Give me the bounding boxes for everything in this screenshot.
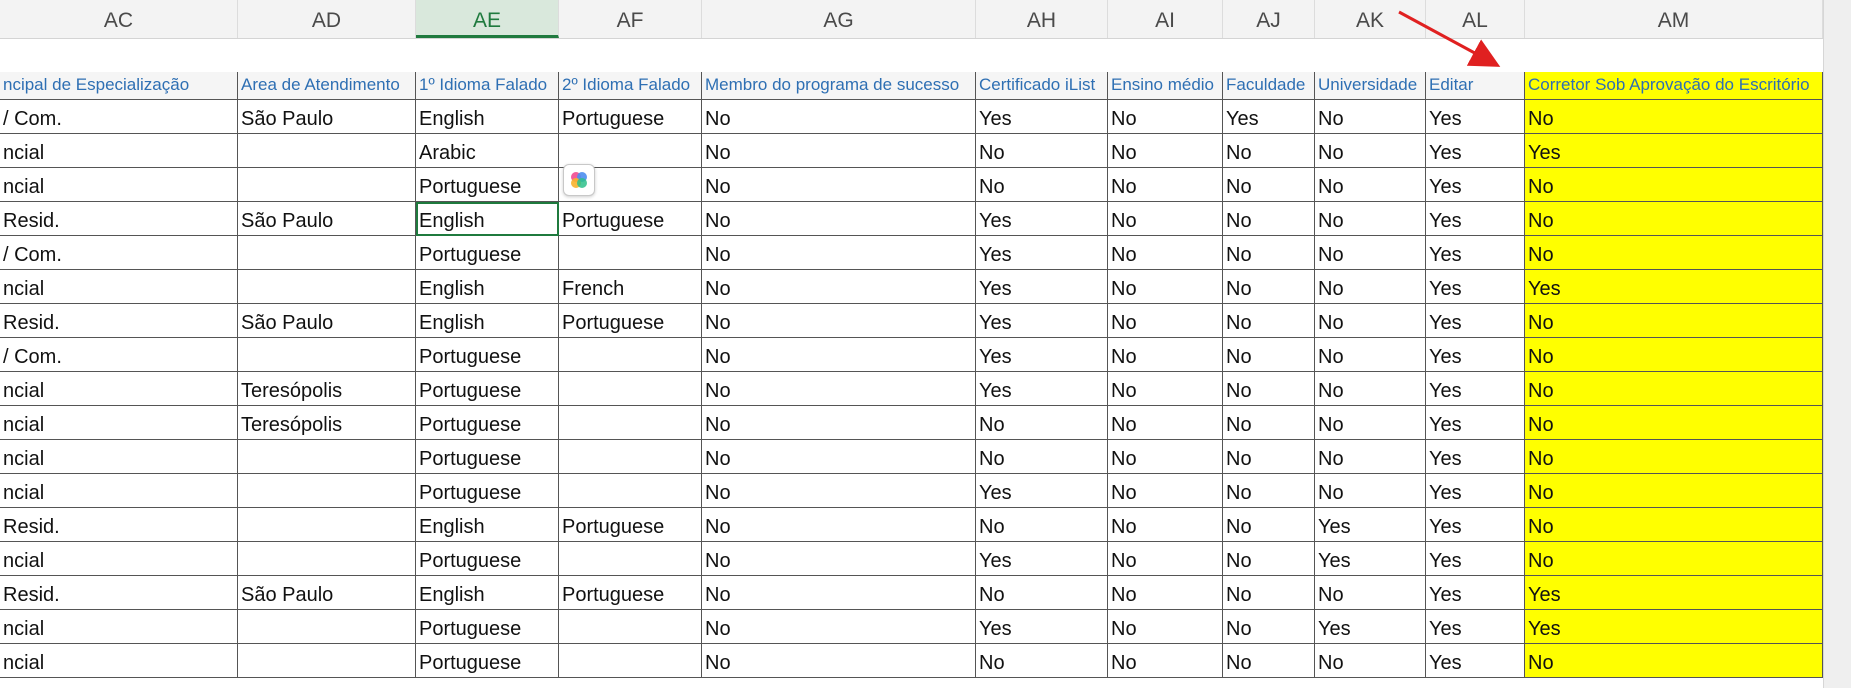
header-row xyxy=(0,72,1823,100)
table-cell[interactable]: Yes xyxy=(1426,168,1525,202)
table-cell[interactable]: No xyxy=(1223,440,1315,474)
table-cell[interactable]: No xyxy=(1223,304,1315,338)
table-cell[interactable]: Resid. xyxy=(0,202,238,236)
table-cell[interactable]: Yes xyxy=(1426,304,1525,338)
table-cell[interactable]: ncial xyxy=(0,270,238,304)
table-cell[interactable] xyxy=(238,236,416,270)
table-row xyxy=(0,372,1823,406)
table-row xyxy=(0,508,1823,542)
table-cell[interactable]: No xyxy=(1315,440,1426,474)
table-cell[interactable]: Portuguese xyxy=(559,508,702,542)
header-cell[interactable]: Faculdade xyxy=(1223,72,1315,100)
table-cell[interactable]: No xyxy=(1223,134,1315,168)
table-cell[interactable] xyxy=(559,440,702,474)
header-cell[interactable]: Certificado iList xyxy=(976,72,1108,100)
table-cell[interactable]: Portuguese xyxy=(416,406,559,440)
table-cell[interactable]: No xyxy=(1223,542,1315,576)
table-cell[interactable]: Yes xyxy=(1426,644,1525,678)
table-cell[interactable]: No xyxy=(1315,576,1426,610)
table-cell[interactable] xyxy=(559,236,702,270)
table-cell[interactable]: Yes xyxy=(976,610,1108,644)
table-row xyxy=(0,576,1823,610)
table-cell[interactable]: / Com. xyxy=(0,236,238,270)
table-cell[interactable]: No xyxy=(702,100,976,134)
table-cell[interactable] xyxy=(238,168,416,202)
table-cell[interactable]: No xyxy=(1223,168,1315,202)
table-cell[interactable] xyxy=(559,338,702,372)
table-cell[interactable]: No xyxy=(1315,100,1426,134)
table-cell[interactable]: No xyxy=(976,508,1108,542)
table-cell[interactable] xyxy=(238,134,416,168)
table-cell[interactable]: Yes xyxy=(976,304,1108,338)
column-header-aj[interactable]: AJ xyxy=(1223,0,1315,38)
table-cell[interactable] xyxy=(238,610,416,644)
table-cell[interactable] xyxy=(559,610,702,644)
table-cell[interactable]: No xyxy=(1525,338,1823,372)
table-cell[interactable]: Yes xyxy=(1525,576,1823,610)
table-cell[interactable]: No xyxy=(702,372,976,406)
table-cell[interactable] xyxy=(559,644,702,678)
table-cell[interactable]: Yes xyxy=(1315,610,1426,644)
table-cell[interactable]: No xyxy=(1223,202,1315,236)
table-row xyxy=(0,406,1823,440)
table-cell[interactable]: No xyxy=(1108,542,1223,576)
table-cell[interactable]: No xyxy=(1315,168,1426,202)
table-cell[interactable]: Portuguese xyxy=(559,576,702,610)
table-cell[interactable]: ncial xyxy=(0,168,238,202)
table-cell[interactable]: ncial xyxy=(0,644,238,678)
table-cell[interactable]: Yes xyxy=(1426,270,1525,304)
table-row xyxy=(0,270,1823,304)
table-cell[interactable]: Arabic xyxy=(416,134,559,168)
table-cell[interactable]: Yes xyxy=(976,270,1108,304)
header-cell[interactable]: Corretor Sob Aprovação do Escritório xyxy=(1525,72,1823,100)
table-cell[interactable]: ncial xyxy=(0,134,238,168)
table-row xyxy=(0,100,1823,134)
table-cell[interactable]: No xyxy=(702,236,976,270)
table-cell[interactable]: São Paulo xyxy=(238,202,416,236)
table-cell[interactable]: No xyxy=(702,576,976,610)
table-cell[interactable]: No xyxy=(1525,440,1823,474)
table-cell[interactable]: Yes xyxy=(1525,270,1823,304)
table-cell[interactable]: No xyxy=(1315,406,1426,440)
table-row xyxy=(0,236,1823,270)
table-cell[interactable]: São Paulo xyxy=(238,576,416,610)
table-cell[interactable]: English xyxy=(416,100,559,134)
table-cell[interactable]: No xyxy=(1525,508,1823,542)
table-cell[interactable]: No xyxy=(1315,202,1426,236)
table-cell[interactable]: No xyxy=(1525,406,1823,440)
table-row xyxy=(0,202,1823,236)
table-cell[interactable]: No xyxy=(702,542,976,576)
column-header-ac[interactable]: AC xyxy=(0,0,238,38)
table-cell[interactable]: No xyxy=(1108,202,1223,236)
table-row xyxy=(0,644,1823,678)
table-cell[interactable]: No xyxy=(976,440,1108,474)
header-cell[interactable]: Editar xyxy=(1426,72,1525,100)
table-cell[interactable]: No xyxy=(1108,338,1223,372)
copilot-icon[interactable] xyxy=(563,164,595,196)
vertical-scroll-area[interactable] xyxy=(1823,0,1851,688)
table-cell[interactable]: No xyxy=(1525,304,1823,338)
table-cell[interactable]: No xyxy=(976,134,1108,168)
annotation-arrow-icon xyxy=(1395,8,1505,70)
table-cell[interactable]: English xyxy=(416,508,559,542)
header-cell[interactable]: Universidade xyxy=(1315,72,1426,100)
table-cell[interactable]: Yes xyxy=(976,100,1108,134)
table-cell[interactable]: No xyxy=(1223,372,1315,406)
table-cell[interactable]: Yes xyxy=(1426,440,1525,474)
table-cell[interactable]: Yes xyxy=(1426,100,1525,134)
table-cell[interactable]: No xyxy=(1525,542,1823,576)
table-cell[interactable] xyxy=(238,644,416,678)
table-cell[interactable]: No xyxy=(1108,440,1223,474)
table-cell[interactable]: No xyxy=(1315,372,1426,406)
table-cell[interactable]: Yes xyxy=(1426,576,1525,610)
table-cell[interactable]: No xyxy=(1108,508,1223,542)
table-cell[interactable]: No xyxy=(1108,270,1223,304)
table-cell[interactable]: Yes xyxy=(976,542,1108,576)
table-cell[interactable]: Teresópolis xyxy=(238,372,416,406)
table-cell[interactable]: Yes xyxy=(1426,542,1525,576)
header-cell[interactable]: Ensino médio xyxy=(1108,72,1223,100)
table-cell[interactable]: Portuguese xyxy=(416,644,559,678)
table-cell[interactable]: No xyxy=(976,576,1108,610)
table-cell[interactable]: No xyxy=(1525,372,1823,406)
table-cell[interactable]: No xyxy=(1223,338,1315,372)
table-cell[interactable]: / Com. xyxy=(0,100,238,134)
table-cell[interactable]: No xyxy=(1315,236,1426,270)
table-cell[interactable]: No xyxy=(1108,236,1223,270)
column-header-ak[interactable]: AK xyxy=(1315,0,1426,38)
table-cell[interactable]: No xyxy=(1315,270,1426,304)
table-cell[interactable] xyxy=(559,406,702,440)
table-cell[interactable]: No xyxy=(1108,576,1223,610)
table-cell[interactable]: No xyxy=(1525,474,1823,508)
table-cell[interactable]: No xyxy=(702,474,976,508)
header-cell[interactable]: Membro do programa de sucesso xyxy=(702,72,976,100)
table-cell[interactable]: No xyxy=(702,134,976,168)
table-cell[interactable]: Yes xyxy=(1223,100,1315,134)
header-cell[interactable]: 2º Idioma Falado xyxy=(559,72,702,100)
table-cell[interactable]: No xyxy=(1315,134,1426,168)
table-cell[interactable]: Resid. xyxy=(0,508,238,542)
column-header-bar xyxy=(0,0,1851,39)
table-cell[interactable]: Portuguese xyxy=(416,440,559,474)
table-cell[interactable]: No xyxy=(1108,406,1223,440)
table-cell[interactable]: Yes xyxy=(976,338,1108,372)
table-cell[interactable]: No xyxy=(1223,474,1315,508)
table-cell[interactable]: No xyxy=(1525,202,1823,236)
table-cell[interactable]: No xyxy=(976,406,1108,440)
table-cell[interactable]: French xyxy=(559,270,702,304)
table-cell[interactable]: No xyxy=(702,644,976,678)
table-cell[interactable]: No xyxy=(1223,610,1315,644)
table-cell[interactable]: ncial xyxy=(0,474,238,508)
table-cell[interactable]: Yes xyxy=(1426,236,1525,270)
table-cell[interactable]: Yes xyxy=(976,202,1108,236)
table-cell[interactable] xyxy=(238,474,416,508)
table-cell[interactable]: No xyxy=(976,644,1108,678)
table-cell[interactable] xyxy=(559,474,702,508)
table-cell[interactable]: No xyxy=(1315,474,1426,508)
header-cell[interactable]: Area de Atendimento xyxy=(238,72,416,100)
table-cell[interactable]: English xyxy=(416,304,559,338)
table-cell[interactable]: No xyxy=(976,168,1108,202)
table-cell[interactable]: Yes xyxy=(1525,134,1823,168)
table-cell[interactable]: Yes xyxy=(976,474,1108,508)
table-cell[interactable]: Portuguese xyxy=(559,202,702,236)
column-header-ah[interactable]: AH xyxy=(976,0,1108,38)
table-cell[interactable]: No xyxy=(702,304,976,338)
table-cell[interactable]: No xyxy=(702,338,976,372)
table-row xyxy=(0,168,1823,202)
table-cell[interactable]: São Paulo xyxy=(238,100,416,134)
table-cell[interactable]: Yes xyxy=(1315,542,1426,576)
table-row xyxy=(0,304,1823,338)
table-cell[interactable]: No xyxy=(1315,304,1426,338)
table-cell[interactable]: No xyxy=(1223,576,1315,610)
table-row xyxy=(0,474,1823,508)
table-cell[interactable]: No xyxy=(1108,134,1223,168)
table-cell[interactable]: No xyxy=(1223,406,1315,440)
table-cell[interactable] xyxy=(559,542,702,576)
table-cell[interactable]: Teresópolis xyxy=(238,406,416,440)
table-cell[interactable] xyxy=(238,508,416,542)
table-row xyxy=(0,542,1823,576)
header-cell[interactable]: 1º Idioma Falado xyxy=(416,72,559,100)
spreadsheet-grid xyxy=(0,38,1823,688)
column-header-am[interactable]: AM xyxy=(1525,0,1823,38)
table-cell[interactable]: ncial xyxy=(0,610,238,644)
table-cell[interactable]: Yes xyxy=(1426,508,1525,542)
table-cell[interactable]: Yes xyxy=(976,372,1108,406)
table-cell[interactable]: Portuguese xyxy=(416,610,559,644)
table-cell[interactable]: Yes xyxy=(1315,508,1426,542)
table-cell[interactable] xyxy=(559,134,702,168)
table-cell[interactable]: / Com. xyxy=(0,338,238,372)
table-cell[interactable]: No xyxy=(1223,236,1315,270)
table-cell[interactable]: São Paulo xyxy=(238,304,416,338)
table-cell[interactable]: ncial xyxy=(0,406,238,440)
table-cell[interactable]: No xyxy=(702,440,976,474)
table-cell[interactable]: Portuguese xyxy=(416,338,559,372)
table-cell[interactable]: No xyxy=(1108,304,1223,338)
table-cell[interactable]: ncial xyxy=(0,440,238,474)
table-cell[interactable]: No xyxy=(1223,644,1315,678)
table-cell[interactable]: Portuguese xyxy=(559,304,702,338)
table-cell[interactable]: No xyxy=(1525,644,1823,678)
table-cell[interactable]: No xyxy=(702,508,976,542)
table-cell[interactable]: Portuguese xyxy=(416,542,559,576)
table-cell[interactable]: No xyxy=(1223,270,1315,304)
column-header-ag[interactable]: AG xyxy=(702,0,976,38)
table-cell[interactable]: No xyxy=(702,202,976,236)
table-cell[interactable]: Portuguese xyxy=(416,168,559,202)
table-row xyxy=(0,610,1823,644)
table-cell[interactable]: Yes xyxy=(976,236,1108,270)
table-cell[interactable]: English xyxy=(416,270,559,304)
table-cell[interactable]: Yes xyxy=(1426,202,1525,236)
table-cell[interactable]: Yes xyxy=(1426,134,1525,168)
column-header-ai[interactable]: AI xyxy=(1108,0,1223,38)
table-cell[interactable]: No xyxy=(702,168,976,202)
table-cell[interactable]: No xyxy=(1108,372,1223,406)
table-cell[interactable]: Yes xyxy=(1426,406,1525,440)
table-cell[interactable] xyxy=(238,338,416,372)
table-cell[interactable]: Yes xyxy=(1525,610,1823,644)
table-cell[interactable] xyxy=(238,270,416,304)
column-header-af[interactable]: AF xyxy=(559,0,702,38)
table-cell[interactable]: Portuguese xyxy=(416,474,559,508)
table-cell[interactable]: No xyxy=(1108,168,1223,202)
table-cell[interactable] xyxy=(238,542,416,576)
table-cell[interactable]: No xyxy=(1223,508,1315,542)
table-cell[interactable]: No xyxy=(1525,168,1823,202)
table-cell[interactable]: No xyxy=(1315,338,1426,372)
table-cell[interactable] xyxy=(559,372,702,406)
table-cell[interactable]: No xyxy=(702,406,976,440)
table-cell[interactable]: No xyxy=(1525,236,1823,270)
column-header-al[interactable]: AL xyxy=(1426,0,1525,38)
table-cell[interactable]: Yes xyxy=(1426,338,1525,372)
header-cell[interactable]: ncipal de Especialização xyxy=(0,72,238,100)
table-cell[interactable]: English xyxy=(416,576,559,610)
table-cell[interactable]: Portuguese xyxy=(559,100,702,134)
column-header-ad[interactable]: AD xyxy=(238,0,416,38)
table-cell[interactable]: ncial xyxy=(0,372,238,406)
table-cell[interactable]: Portuguese xyxy=(416,236,559,270)
table-cell[interactable]: No xyxy=(1315,644,1426,678)
table-cell[interactable] xyxy=(238,440,416,474)
table-cell[interactable]: Resid. xyxy=(0,576,238,610)
table-cell[interactable]: No xyxy=(702,610,976,644)
blank-row xyxy=(0,38,1823,73)
table-cell[interactable]: No xyxy=(1108,644,1223,678)
table-cell[interactable]: English xyxy=(416,202,559,236)
table-row xyxy=(0,134,1823,168)
table-cell[interactable]: No xyxy=(1108,474,1223,508)
table-cell[interactable]: No xyxy=(702,270,976,304)
table-cell[interactable]: Yes xyxy=(1426,610,1525,644)
table-cell[interactable]: Resid. xyxy=(0,304,238,338)
column-header-ae[interactable]: AE xyxy=(416,0,559,38)
table-row xyxy=(0,338,1823,372)
table-cell[interactable]: No xyxy=(1525,100,1823,134)
table-cell[interactable]: Yes xyxy=(1426,474,1525,508)
table-cell[interactable]: No xyxy=(1108,610,1223,644)
table-cell[interactable]: No xyxy=(1108,100,1223,134)
table-row xyxy=(0,440,1823,474)
table-cell[interactable]: ncial xyxy=(0,542,238,576)
table-cell[interactable]: Portuguese xyxy=(416,372,559,406)
table-cell[interactable]: Yes xyxy=(1426,372,1525,406)
